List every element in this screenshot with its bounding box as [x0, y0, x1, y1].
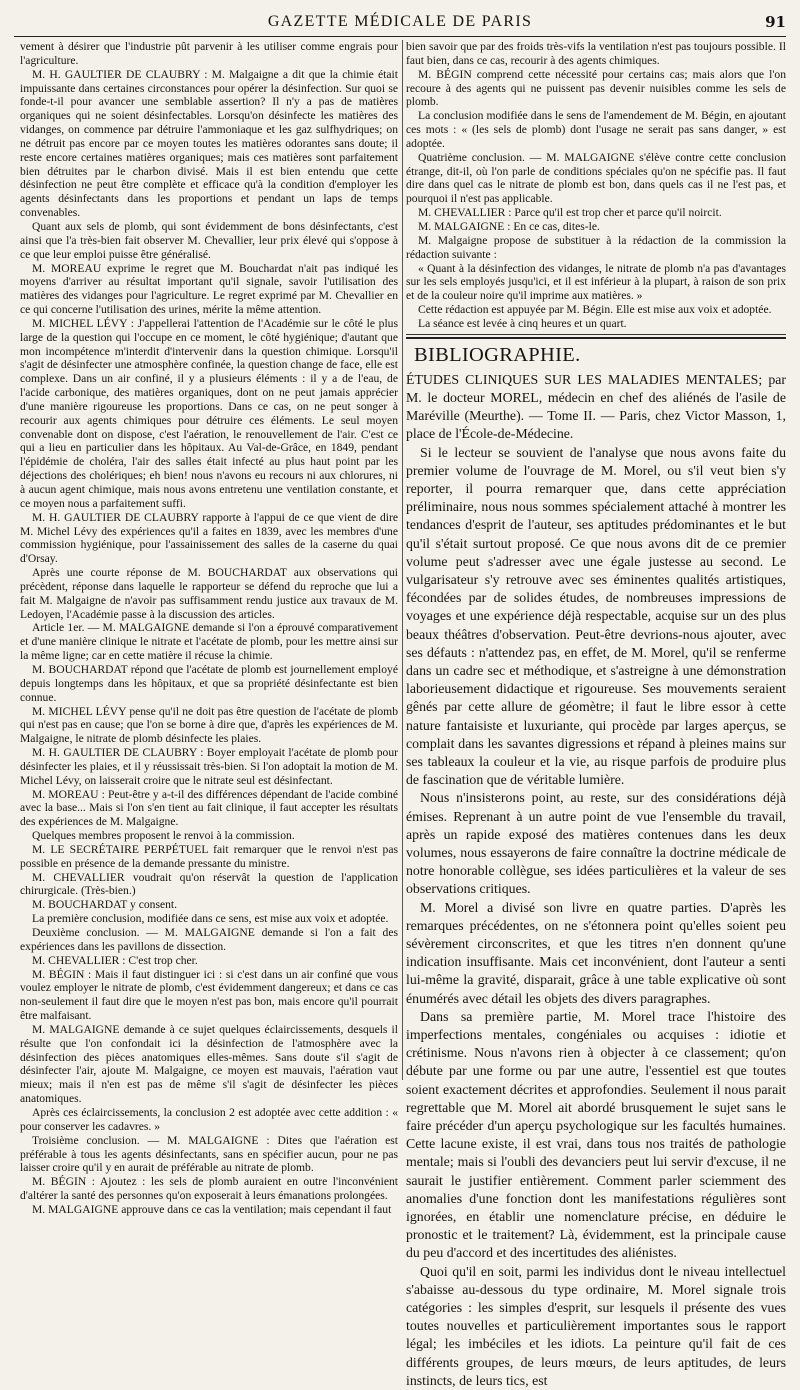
- paragraph: M. BÉGIN comprend cette nécessité pour certains cas; mais alors que l'on recoure à des agents qui ne puissent pas devenir nuisibles comme les sels de plomb.: [406, 67, 786, 109]
- left-column: [20, 40, 398, 1216]
- bibliography-heading: BIBLIOGRAPHIE.: [414, 343, 581, 366]
- paragraph: M. BOUCHARDAT répond que l'acétate de plomb est journellement employé depuis longtemps dans les hôpitaux, et que sa propriété désinfectante est bien connue.: [20, 662, 398, 704]
- paragraph: Cette rédaction est appuyée par M. Bégin. Elle est mise aux voix et adoptée.: [418, 303, 772, 317]
- paragraph: M. MOREAU exprime le regret que M. Bouchardat n'ait pas indiqué les moyens d'arriver au résultat important qu'il signale, savoir l'utilisation des matières des vidanges pour l'agriculture. Le regret exprimé par M. Chevallier en ce qui concerne l'utilisation des urines, mérite la même attention.: [20, 261, 398, 317]
- paragraph: Après une courte réponse de M. BOUCHARDAT aux observations qui précèdent, réponse dans laquelle le rapporteur se défend du reproche que lui a fait M. Malgaigne de n'avoir pas suffisamment rendu justice aux travaux de M. Ledoyen, l'Académie passe à la discussion des articles.: [20, 566, 398, 621]
- paragraph: M. CHEVALLIER : Parce qu'il est trop cher et parce qu'il noircit.: [418, 206, 722, 220]
- paragraph: M. BOUCHARDAT y consent.: [32, 898, 178, 912]
- paragraph: Troisième conclusion. — M. MALGAIGNE : Dites que l'aération est préférable à tous les agents désinfectants, sans en spécifier aucun, pour ne pas laisser croire qu'il y en aurait de préférable au nitrate de plomb.: [20, 1133, 398, 1175]
- paragraph: La conclusion modifiée dans le sens de l'amendement de M. Bégin, en ajoutant ces mots : « (les sels de plomb) dont l'usage ne serait pas sans danger, » est adoptée.: [406, 109, 786, 150]
- paragraph: M. LE SECRÉTAIRE PERPÉTUEL fait remarquer que le renvoi n'est pas possible en présence de la demande pressante du ministre.: [20, 842, 398, 870]
- section-rule-thick: [406, 337, 786, 339]
- paragraph: M. H. GAULTIER DE CLAUBRY rapporte à l'appui de ce que vient de dire M. Michel Lévy des expériences qu'il a faites en 1839, avec les membres d'une commission hygiénique, pour l'assainissement des salles de la caserne du quai d'Orsay.: [20, 510, 398, 566]
- paragraph: M. MALGAIGNE demande à ce sujet quelques éclaircissements, desquels il résulte que l'on confondait ici la désinfection de l'atmosphère avec la désinfection des pièces anatomiques elles-mêmes. Sans doute s'il s'agit de désinfecter l'air, ajoute M. Malgaigne, ce moyen est mauvais, l'aération vaut mieux; mais il n'en est pas de même s'il s'agit de désinfecter les pièces anatomiques.: [20, 1022, 398, 1106]
- paragraph: M. CHEVALLIER : C'est trop cher.: [32, 953, 198, 967]
- bibliography-paragraph: Si le lecteur se souvient de l'analyse que nous avons faite du premier volume de l'ouvrage de M. Morel, ou s'il veut bien s'y reporter, il pourra remarquer que, dans cette appréciation préliminaire, nous nous sommes spécialement attaché à montrer les tendances d'esprit de l'auteur, ses aptitudes prédominantes et le but qu'il s'était surtout proposé. Ce que nous avons dit de ce premier volume peut s'adresser avec une égale justesse au second. Le vulgarisateur s'y retrouve avec ses éminentes qualités artistiques, fécondées par de solides études, de nombreuses impressions de voyages et une expérience déjà respectable, acquise sur un des plus beaux théâtres d'observation. Peut-être devrions-nous ajouter, avec ses défauts : n'attendez pas, en effet, de M. Morel, qu'il se renferme dans un cadre sec et méthodique, et s'astreigne à une démonstration laborieusement didactique et rigoureuse. Ses mouvements seraient gênés par cette allure de géomètre; il faut le libre essor à cette nature fantaisiste et luxuriante, qui procède par larges aperçus, se complait dans les savantes digressions et répand à pleines mains sur ses tableaux la couleur et la vie, au risque parfois de produire plus de fascination que de véritable lumière.: [406, 444, 786, 788]
- paragraph: Deuxième conclusion. — M. MALGAIGNE demande si l'on a fait des expériences dans les pavillons de dissection.: [20, 926, 398, 953]
- paragraph: M. MOREAU : Peut-être y a-t-il des différences dépendant de l'acide combiné avec la base... Mais si l'on s'en tient au fait clinique, il faut accepter les résultats des expériences de M. Malgaigne.: [20, 787, 398, 829]
- paragraph: M. H. GAULTIER DE CLAUBRY : M. Malgaigne a dit que la chimie était impuissante dans certaines circonstances pour opérer la désinfection. Sur quoi se fonde-t-il pour avancer une semblable assertion? Il n'y a pas de matières organiques qui ne soient désinfectables. Lorsqu'on désinfecte les matières des vidanges, on commence par détruire l'ammoniaque et les gaz sulfhydriques; on ne détruit pas encore par ce moyen toutes les matières odorantes sans doute; il reste encore certaines matières organiques; mais ces matières sont parfaitement bien détruites par le charbon divisé. Mais il est bien entendu que cette désinfection ne peut être complète et efficace qu'à la condition d'employer les agents désinfectants dans les proportions et pendant un laps de temps convenables.: [20, 67, 398, 220]
- paragraph: bien savoir que par des froids très-vifs la ventilation n'est pas toujours possible. Il faut bien, dans ce cas, recourir à des agents chimiques.: [406, 40, 786, 67]
- paragraph: M. BÉGIN : Mais il faut distinguer ici : si c'est dans un air confiné que vous voulez employer le nitrate de plomb, c'est évidemment dangereux; et dans ce cas non-seulement il faut dire que le moyen n'est pas bon, mais encore qu'il pourrait être malfaisant.: [20, 967, 398, 1023]
- paragraph: Quelques membres proposent le renvoi à la commission.: [32, 829, 295, 843]
- paragraph: La séance est levée à cinq heures et un quart.: [418, 316, 627, 330]
- paragraph: M. H. GAULTIER DE CLAUBRY : Boyer employait l'acétate de plomb pour désinfecter les plaies, et il y réussissait très-bien. Si l'on adoptait la motion de M. Michel Lévy, on laisserait croire que le nitrate seul est désinfectant.: [20, 746, 398, 787]
- bibliography-paragraph: Nous n'insisterons point, au reste, sur des considérations déjà émises. Reprenant à un autre point de vue l'ensemble du travail, après un rapide exposé des matières contenues dans les deux volumes, nous essayerons de faire connaître la doctrine médicale de notre honorable collègue, ses idées particulières et la valeur de ses observations critiques.: [406, 790, 786, 897]
- bibliography-body: [406, 371, 786, 1390]
- bibliography-paragraph: M. Morel a divisé son livre en quatre parties. D'après les remarques précédentes, on ne s'étonnera point qu'elles soient peu sévèrement circonscrites, et que les titres n'en donnent qu'une indication insuffisante. Mais cet inconvénient, dont l'auteur a senti lui-même la gravité, disparait, grâce à une table explicative où sont énumérés avec détail les objets des divers paragraphes.: [406, 899, 786, 1006]
- paragraph: « Quant à la désinfection des vidanges, le nitrate de plomb n'a pas d'avantages sur les sels employés jusqu'ici, et il est inférieur à la plupart, à raison de son prix et de la couleur noire qu'il imprime aux matières. »: [406, 261, 786, 303]
- session-minutes-continued: [406, 40, 786, 331]
- paragraph: vement à désirer que l'industrie pût parvenir à les utiliser comme engrais pour l'agriculture.: [20, 40, 398, 67]
- bibliography-paragraph: Dans sa première partie, M. Morel trace l'histoire des imperfections mentales, congéniales ou acquises : idiotie et crétinisme. Nous n'avons rien à objecter à ce classement; qu'on débute par une forme ou par une autre, l'essentiel est que toutes soient exactement décrites et approfondies. Seulement il nous parait regrettable que M. Morel ait abordé brusquement le sujet sans le faire précéder d'un aperçu psychologique sur les facultés humaines. Cette lacune existe, il est vrai, dans tous nos traités de pathologie mentale; mais si l'oubli des devanciers peut lui servir d'excuse, il ne saurait le justifier entièrement. Comment parler sciemment des anomalies d'une fonction dont les manifestations régulières sont ignorées, en établir une nomenclature précise, en déduire le pronostic et le traitement? Là, évidemment, est la principale cause du peu d'accord et des incertitudes des aliénistes.: [406, 1008, 786, 1261]
- paragraph: M. BÉGIN : Ajoutez : les sels de plomb auraient en outre l'inconvénient d'altérer la santé des personnes qu'on exposerait à leurs émanations prolongées.: [20, 1175, 398, 1203]
- page-number: 91: [765, 13, 786, 31]
- bibliography-paragraph: ÉTUDES CLINIQUES SUR LES MALADIES MENTALES; par M. le docteur MOREL, médecin en chef des aliénés de l'asile de Maréville (Meurthe). — Tome II. — Paris, chez Victor Masson, 1, place de l'École-de-Médecine.: [406, 371, 786, 442]
- page-header: [14, 10, 786, 37]
- right-column: [406, 40, 786, 1388]
- paragraph: M. CHEVALLIER voudrait qu'on réservât la question de l'application chirurgicale. (Très-bien.): [20, 870, 398, 898]
- journal-title: GAZETTE MÉDICALE DE PARIS: [267, 13, 533, 30]
- paragraph: M. MICHEL LÉVY : J'appellerai l'attention de l'Académie sur le côté le plus large de la question qui l'occupe en ce moment, le côté hygiénique; d'autant que mon incompétence m'interdit d'intervenir dans la question chimique. Lorsqu'il s'agit de désinfecter une atmosphère confinée, la question change de face, elle est complexe. Dans un air confiné, il y a plusieurs éléments : il y a de l'eau, de l'acide carbonique, des matières organiques, dont on ne peut jamais apprécier d'une manière rigoureuse les proportions. Dans ce cas, on ne peut songer à recourir aux agents chimiques pour détruire ces éléments. Le seul moyen convenable dont on dispose, c'est l'aération, le renouvellement de l'air. C'est ce qui a lieu en particulier dans les hôpitaux. Au Val-de-Grâce, en 1849, pendant l'épidémie de choléra, l'air des salles était infecté au plus haut point par les déjections des cholériques; eh bien! nous n'avons eu recours ni aux chlorures, ni à aucun agent chimique, mais nous avons entretenu une ventilation constante, et ce moyen nous a parfaitement suffi.: [20, 316, 398, 510]
- bibliography-paragraph: Quoi qu'il en soit, parmi les individus dont le niveau intellectuel s'abaisse au-dessous du type ordinaire, M. Morel signale trois catégories : les simples d'esprit, sur lesquels il présente des vues toutes nouvelles et particulièrement importantes sous le rapport légal; les imbéciles et les idiots. La peinture qu'il fait de ces différents groupes, de leurs mœurs, de leurs aptitudes, de leurs instincts, de leurs tics, est: [406, 1263, 786, 1388]
- paragraph: Quant aux sels de plomb, qui sont évidemment de bons désinfectants, c'est ainsi que l'a très-bien fait observer M. Chevallier, leur prix élevé qui s'oppose à ce que leur emploi puisse être généralisé.: [20, 219, 398, 261]
- paragraph: M. Malgaigne propose de substituer à la rédaction de la commission la rédaction suivante :: [406, 233, 786, 261]
- paragraph: Article 1er. — M. MALGAIGNE demande si l'on a éprouvé comparativement et d'une manière clinique le nitrate et l'acétate de plomb, pour les mettre ainsi sur la même ligne; car en cette matière il récuse la chimie.: [20, 621, 398, 663]
- paragraph: Après ces éclaircissements, la conclusion 2 est adoptée avec cette addition : « pour conserver les cadavres. »: [20, 1105, 398, 1133]
- paragraph: Quatrième conclusion. — M. MALGAIGNE s'élève contre cette conclusion étrange, dit-il, où l'on parle de conditions spéciales qu'on ne spécifie pas. Il faut dire dans quel cas le nitrate de plomb est bon, dans quels cas il ne l'est pas, et pourquoi il n'est pas applicable.: [406, 150, 786, 206]
- paragraph: M. MALGAIGNE : En ce cas, dites-le.: [418, 219, 600, 233]
- column-divider: [402, 40, 403, 1080]
- paragraph: La première conclusion, modifiée dans ce sens, est mise aux voix et adoptée.: [32, 912, 389, 926]
- paragraph: M. MICHEL LÉVY pense qu'il ne doit pas être question de l'acétate de plomb qui n'est pas en cause; que l'on se borne à dire que, d'après les expériences de M. Malgaigne, le nitrate de plomb désinfecte les plaies.: [20, 704, 398, 746]
- paragraph: M. MALGAIGNE approuve dans ce cas la ventilation; mais cependant il faut: [32, 1202, 392, 1216]
- section-rule: [406, 334, 786, 335]
